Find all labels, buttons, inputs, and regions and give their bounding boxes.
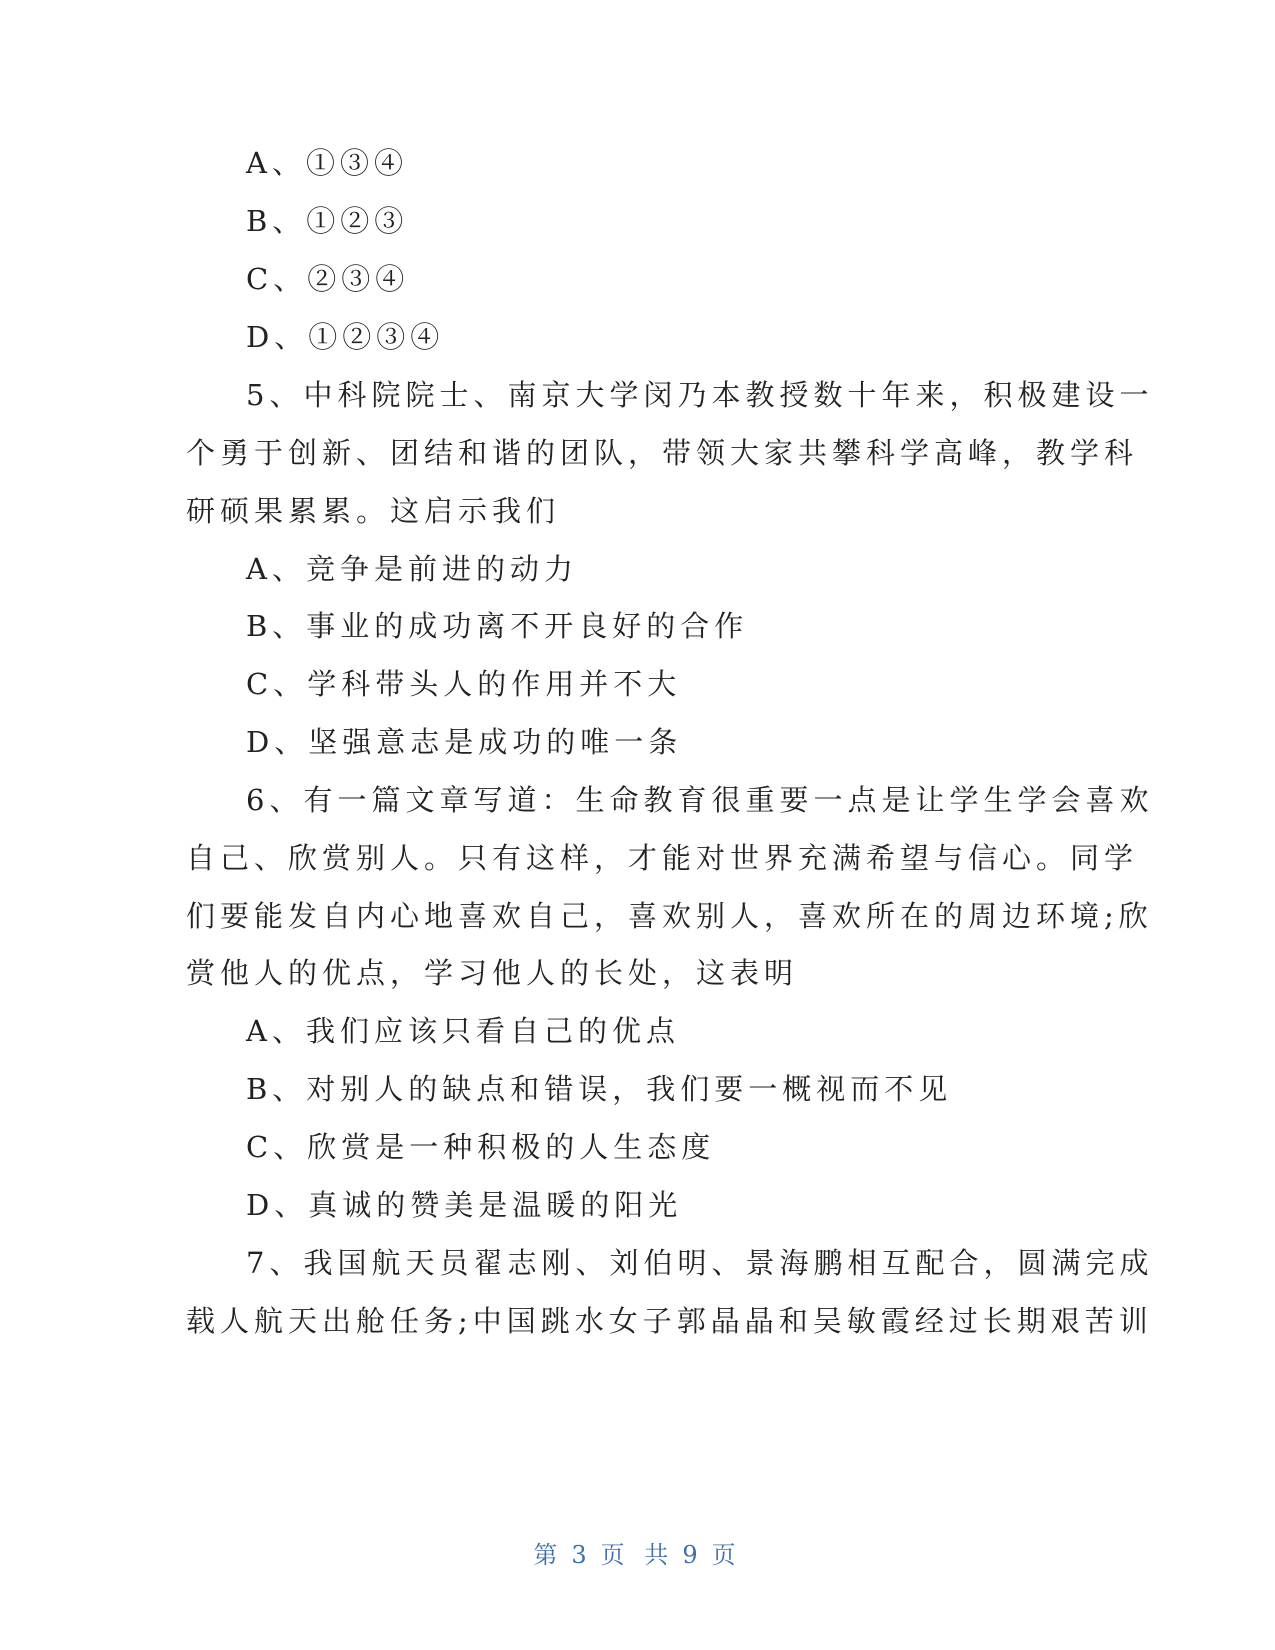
q4-option-a: A、①③④ (246, 146, 408, 180)
footer-suffix: 页 (711, 1541, 742, 1569)
q6-option-c: C、欣赏是一种积极的人生态度 (246, 1130, 716, 1164)
q4-option-c: C、②③④ (246, 262, 410, 296)
q6-stem-line-1: 6、有一篇文章写道：生命教育很重要一点是让学生学会喜欢 (246, 783, 1154, 817)
page-number-footer (0, 1535, 1275, 1570)
q7-stem-line-1: 7、我国航天员翟志刚、刘伯明、景海鹏相互配合，圆满完成 (246, 1246, 1154, 1280)
q5-option-b: B、事业的成功离不开良好的合作 (246, 609, 749, 643)
q5-stem-line-1: 5、中科院院士、南京大学闵乃本教授数十年来，积极建设一 (246, 378, 1154, 412)
q5-option-a: A、竞争是前进的动力 (246, 552, 578, 586)
q4-option-b: B、①②③ (246, 204, 409, 238)
q6-stem-line-3: 们要能发自内心地喜欢自己，喜欢别人，喜欢所在的周边环境;欣 (186, 899, 1153, 933)
q5-option-d: D、坚强意志是成功的唯一条 (246, 725, 683, 759)
q5-stem-line-3: 研硕果累累。这启示我们 (186, 494, 561, 528)
q4-option-d: D、①②③④ (246, 320, 445, 354)
footer-total-pages: 9 (682, 1541, 704, 1569)
q6-option-a: A、我们应该只看自己的优点 (246, 1014, 680, 1048)
q6-stem-line-2: 自己、欣赏别人。只有这样，才能对世界充满希望与信心。同学 (186, 841, 1139, 875)
q6-option-d: D、真诚的赞美是温暖的阳光 (246, 1188, 683, 1222)
q5-option-c: C、学科带头人的作用并不大 (246, 667, 682, 701)
footer-prefix: 第 (533, 1541, 564, 1569)
q7-stem-line-2: 载人航天出舱任务;中国跳水女子郭晶晶和吴敏霞经过长期艰苦训 (186, 1304, 1153, 1338)
q6-option-b: B、对别人的缺点和错误，我们要一概视而不见 (246, 1072, 953, 1106)
q6-stem-line-4: 赏他人的优点，学习他人的长处，这表明 (186, 956, 799, 990)
footer-middle: 页 共 (600, 1541, 675, 1569)
q5-stem-line-2: 个勇于创新、团结和谐的团队，带领大家共攀科学高峰，教学科 (186, 436, 1139, 470)
footer-current-page: 3 (571, 1541, 593, 1569)
